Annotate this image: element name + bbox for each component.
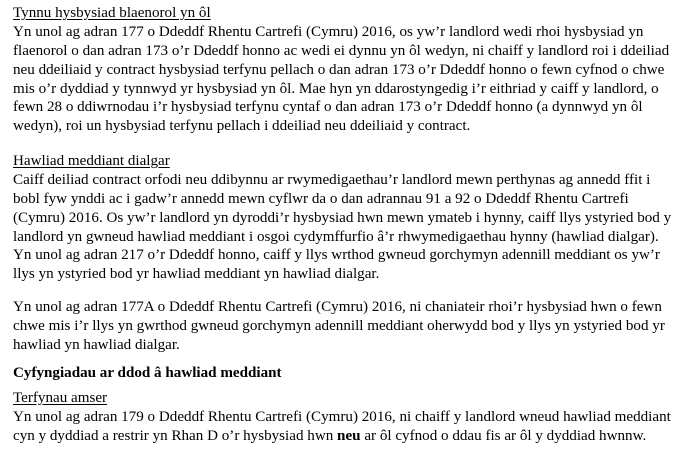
heading-time-limits: Terfynau amser (13, 390, 108, 406)
text-run: ar ôl cyfnod o ddau fis ar ôl y dyddiad hwnnw. (360, 427, 647, 444)
section-withdrawal (13, 4, 689, 136)
text-line: flaenorol o dan adran 173 o’r Ddeddf honno ac wedi ei dynnu yn ôl wedyn, ni chaiff y landlord roi i ddeiliad (13, 42, 670, 59)
text-line: llys yn ystyried bod yr hawliad meddiant yn hawliad dialgar. (13, 266, 380, 283)
text-line: neu ddeiliaid y contract hysbysiad terfynu pellach o dan adran 173 o’r Ddeddf honno o fewn cyfnod o chwe (13, 61, 665, 78)
text-line: fewn 28 o ddiwrnodau i’r hysbysiad terfynu cyntaf o dan adran 173 o’r Ddeddf honno (a dynnwyd yn ôl (13, 99, 643, 116)
heading-restrictions: Cyfyngiadau ar ddod â hawliad meddiant (13, 365, 282, 381)
text-line: chwe mis i’r llys yn gwrthod gwneud gorchymyn adennill meddiant oherwydd bod y llys yn ystyried bod yr (13, 317, 665, 334)
text-line: bobl fyw ynddi ac i gadw’r annedd mewn cyflwr da o dan adrannau 91 a 92 o Ddeddf Rhentu Cartrefi (13, 190, 629, 207)
text-line: landlord yn gwneud hawliad meddiant i osgoi cydymffurfio â’r rhwymedigaethau hynny (hawliad dialgar). (13, 228, 659, 245)
paragraph-177a (13, 298, 689, 355)
text-line: Caiff deiliad contract orfodi neu ddibynnu ar rwymedigaethau’r landlord mewn perthynas ag annedd ffit i (13, 171, 651, 188)
bold-run-neu: neu (337, 427, 361, 444)
text-line: Yn unol ag adran 177 o Ddeddf Rhentu Cartrefi (Cymru) 2016, os yw’r landlord wedi rhoi hysbysiad yn (13, 23, 644, 40)
text-line-mixed (13, 427, 689, 446)
text-line: Yn unol ag adran 217 o’r Ddeddf honno, caiff y llys wrthod gwneud gorchymyn adennill meddiant os yw’r (13, 247, 660, 264)
text-line: Yn unol ag adran 177A o Ddeddf Rhentu Cartrefi (Cymru) 2016, ni chaniateir rhoi’r hysbysiad hwn o fewn (13, 299, 662, 315)
heading-retaliatory-claim: Hawliad meddiant dialgar (13, 153, 170, 169)
section-restrictions (13, 364, 689, 383)
text-line: mis o’r dyddiad y tynnwyd yr hysbysiad yn ôl. Mae hyn yn ddarostyngedig i’r eithriad y caiff y landlord, o (13, 80, 659, 97)
text-line: Yn unol ag adran 179 o Ddeddf Rhentu Cartrefi (Cymru) 2016, ni chaiff y landlord wneud hawliad meddiant (13, 408, 671, 425)
text-line: (Cymru) 2016. Os yw’r landlord yn dyroddi’r hysbysiad hwn mewn ymateb i hynny, caiff llys ystyried bod y (13, 209, 672, 226)
text-line: wedyn), roi un hysbysiad terfynu pellach i ddeiliad neu ddeiliaid y contract. (13, 118, 471, 135)
text-run: cyn y dyddiad a restrir yn Rhan D o’r hysbysiad hwn (13, 427, 338, 444)
text-line: hawliad yn hawliad dialgar. (13, 336, 180, 353)
heading-withdrawal: Tynnu hysbysiad blaenorol yn ôl (13, 5, 211, 21)
section-time-limits (13, 389, 689, 446)
section-retaliatory-claim (13, 152, 689, 284)
